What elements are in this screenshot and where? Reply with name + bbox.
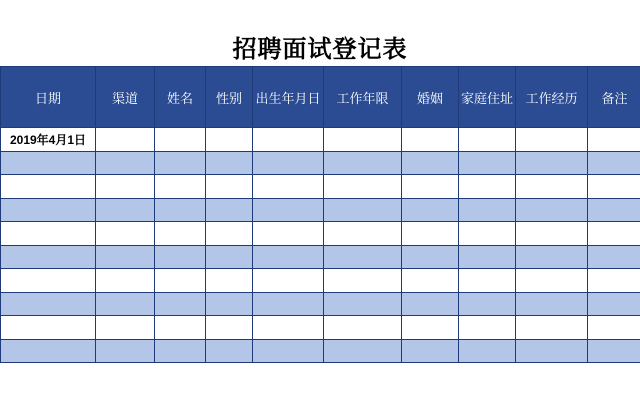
header-cell-work-experience[interactable]: 工作经历	[516, 67, 588, 128]
cell-work-experience[interactable]	[516, 222, 588, 246]
cell-gender[interactable]	[206, 198, 253, 222]
cell-work-experience[interactable]	[516, 175, 588, 199]
cell-birthdate[interactable]	[253, 245, 324, 269]
cell-birthdate[interactable]	[253, 222, 324, 246]
table-body	[1, 128, 640, 363]
cell-remarks[interactable]	[588, 339, 640, 363]
cell-marital-status[interactable]	[402, 339, 459, 363]
table-row	[1, 245, 640, 269]
cell-work-experience[interactable]	[516, 245, 588, 269]
cell-date[interactable]	[1, 198, 96, 222]
cell-marital-status[interactable]	[402, 198, 459, 222]
cell-channel[interactable]	[96, 245, 155, 269]
header-cell-date[interactable]: 日期	[1, 67, 96, 128]
cell-birthdate[interactable]	[253, 175, 324, 199]
cell-name[interactable]	[155, 128, 206, 152]
header-cell-work-years[interactable]: 工作年限	[324, 67, 402, 128]
cell-channel[interactable]	[96, 151, 155, 175]
cell-birthdate[interactable]	[253, 269, 324, 293]
cell-home-address[interactable]	[459, 175, 516, 199]
cell-channel[interactable]	[96, 222, 155, 246]
cell-name[interactable]	[155, 269, 206, 293]
cell-birthdate[interactable]	[253, 339, 324, 363]
cell-home-address[interactable]	[459, 128, 516, 152]
cell-marital-status[interactable]	[402, 245, 459, 269]
cell-birthdate[interactable]	[253, 151, 324, 175]
cell-marital-status[interactable]	[402, 292, 459, 316]
cell-home-address[interactable]	[459, 292, 516, 316]
header-cell-name[interactable]: 姓名	[155, 67, 206, 128]
table-row	[1, 198, 640, 222]
cell-name[interactable]	[155, 339, 206, 363]
cell-gender[interactable]	[206, 222, 253, 246]
cell-work-years[interactable]	[324, 198, 402, 222]
cell-marital-status[interactable]	[402, 175, 459, 199]
cell-marital-status[interactable]	[402, 151, 459, 175]
cell-date[interactable]	[1, 292, 96, 316]
cell-remarks[interactable]	[588, 269, 640, 293]
cell-marital-status[interactable]	[402, 222, 459, 246]
cell-work-years[interactable]	[324, 316, 402, 340]
cell-name[interactable]	[155, 151, 206, 175]
page-title: 招聘面试登记表	[232, 35, 408, 63]
registration-table	[0, 66, 640, 363]
cell-work-years[interactable]	[324, 292, 402, 316]
cell-work-years[interactable]	[324, 151, 402, 175]
table-row	[1, 292, 640, 316]
cell-work-experience[interactable]	[516, 316, 588, 340]
cell-channel[interactable]	[96, 128, 155, 152]
table-row	[1, 339, 640, 363]
table-row	[1, 269, 640, 293]
cell-name[interactable]	[155, 245, 206, 269]
cell-channel[interactable]	[96, 175, 155, 199]
cell-marital-status[interactable]	[402, 269, 459, 293]
cell-work-experience[interactable]	[516, 269, 588, 293]
table-row	[1, 128, 640, 152]
cell-gender[interactable]	[206, 339, 253, 363]
cell-date[interactable]	[1, 222, 96, 246]
cell-date[interactable]	[1, 175, 96, 199]
cell-home-address[interactable]	[459, 269, 516, 293]
cell-work-years[interactable]	[324, 128, 402, 152]
cell-home-address[interactable]	[459, 151, 516, 175]
cell-channel[interactable]	[96, 316, 155, 340]
header-cell-channel[interactable]: 渠道	[96, 67, 155, 128]
cell-gender[interactable]	[206, 175, 253, 199]
header-cell-remarks[interactable]: 备注	[588, 67, 640, 128]
cell-date[interactable]	[1, 245, 96, 269]
cell-gender[interactable]	[206, 269, 253, 293]
cell-remarks[interactable]	[588, 198, 640, 222]
cell-work-experience[interactable]	[516, 151, 588, 175]
cell-work-experience[interactable]	[516, 128, 588, 152]
table-row	[1, 151, 640, 175]
cell-channel[interactable]	[96, 339, 155, 363]
cell-channel[interactable]	[96, 198, 155, 222]
cell-gender[interactable]	[206, 128, 253, 152]
cell-channel[interactable]	[96, 292, 155, 316]
cell-date[interactable]: 2019年4月1日	[1, 128, 96, 152]
cell-marital-status[interactable]	[402, 128, 459, 152]
cell-home-address[interactable]	[459, 245, 516, 269]
cell-name[interactable]	[155, 198, 206, 222]
cell-work-years[interactable]	[324, 339, 402, 363]
cell-date[interactable]	[1, 316, 96, 340]
cell-name[interactable]	[155, 292, 206, 316]
cell-gender[interactable]	[206, 316, 253, 340]
cell-birthdate[interactable]	[253, 128, 324, 152]
cell-name[interactable]	[155, 316, 206, 340]
header-cell-birthdate[interactable]: 出生年月日	[253, 67, 324, 128]
cell-work-experience[interactable]	[516, 198, 588, 222]
table-row	[1, 316, 640, 340]
cell-birthdate[interactable]	[253, 198, 324, 222]
table-row	[1, 175, 640, 199]
cell-birthdate[interactable]	[253, 316, 324, 340]
header-cell-gender[interactable]: 性别	[206, 67, 253, 128]
cell-marital-status[interactable]	[402, 316, 459, 340]
cell-work-years[interactable]	[324, 222, 402, 246]
cell-gender[interactable]	[206, 245, 253, 269]
header-cell-home-address[interactable]: 家庭住址	[459, 67, 516, 128]
header-cell-marital-status[interactable]: 婚姻	[402, 67, 459, 128]
cell-remarks[interactable]	[588, 292, 640, 316]
cell-gender[interactable]	[206, 292, 253, 316]
cell-date[interactable]	[1, 339, 96, 363]
cell-remarks[interactable]	[588, 222, 640, 246]
header-row	[1, 67, 640, 128]
cell-work-experience[interactable]	[516, 339, 588, 363]
table-row	[1, 222, 640, 246]
cell-home-address[interactable]	[459, 339, 516, 363]
cell-home-address[interactable]	[459, 222, 516, 246]
cell-work-years[interactable]	[324, 175, 402, 199]
cell-date[interactable]	[1, 151, 96, 175]
cell-remarks[interactable]	[588, 128, 640, 152]
cell-work-years[interactable]	[324, 245, 402, 269]
cell-remarks[interactable]	[588, 175, 640, 199]
cell-work-experience[interactable]	[516, 292, 588, 316]
cell-channel[interactable]	[96, 269, 155, 293]
cell-birthdate[interactable]	[253, 292, 324, 316]
cell-remarks[interactable]	[588, 316, 640, 340]
cell-home-address[interactable]	[459, 198, 516, 222]
cell-date[interactable]	[1, 269, 96, 293]
cell-gender[interactable]	[206, 151, 253, 175]
cell-remarks[interactable]	[588, 245, 640, 269]
cell-work-years[interactable]	[324, 269, 402, 293]
cell-name[interactable]	[155, 175, 206, 199]
cell-home-address[interactable]	[459, 316, 516, 340]
cell-remarks[interactable]	[588, 151, 640, 175]
cell-name[interactable]	[155, 222, 206, 246]
